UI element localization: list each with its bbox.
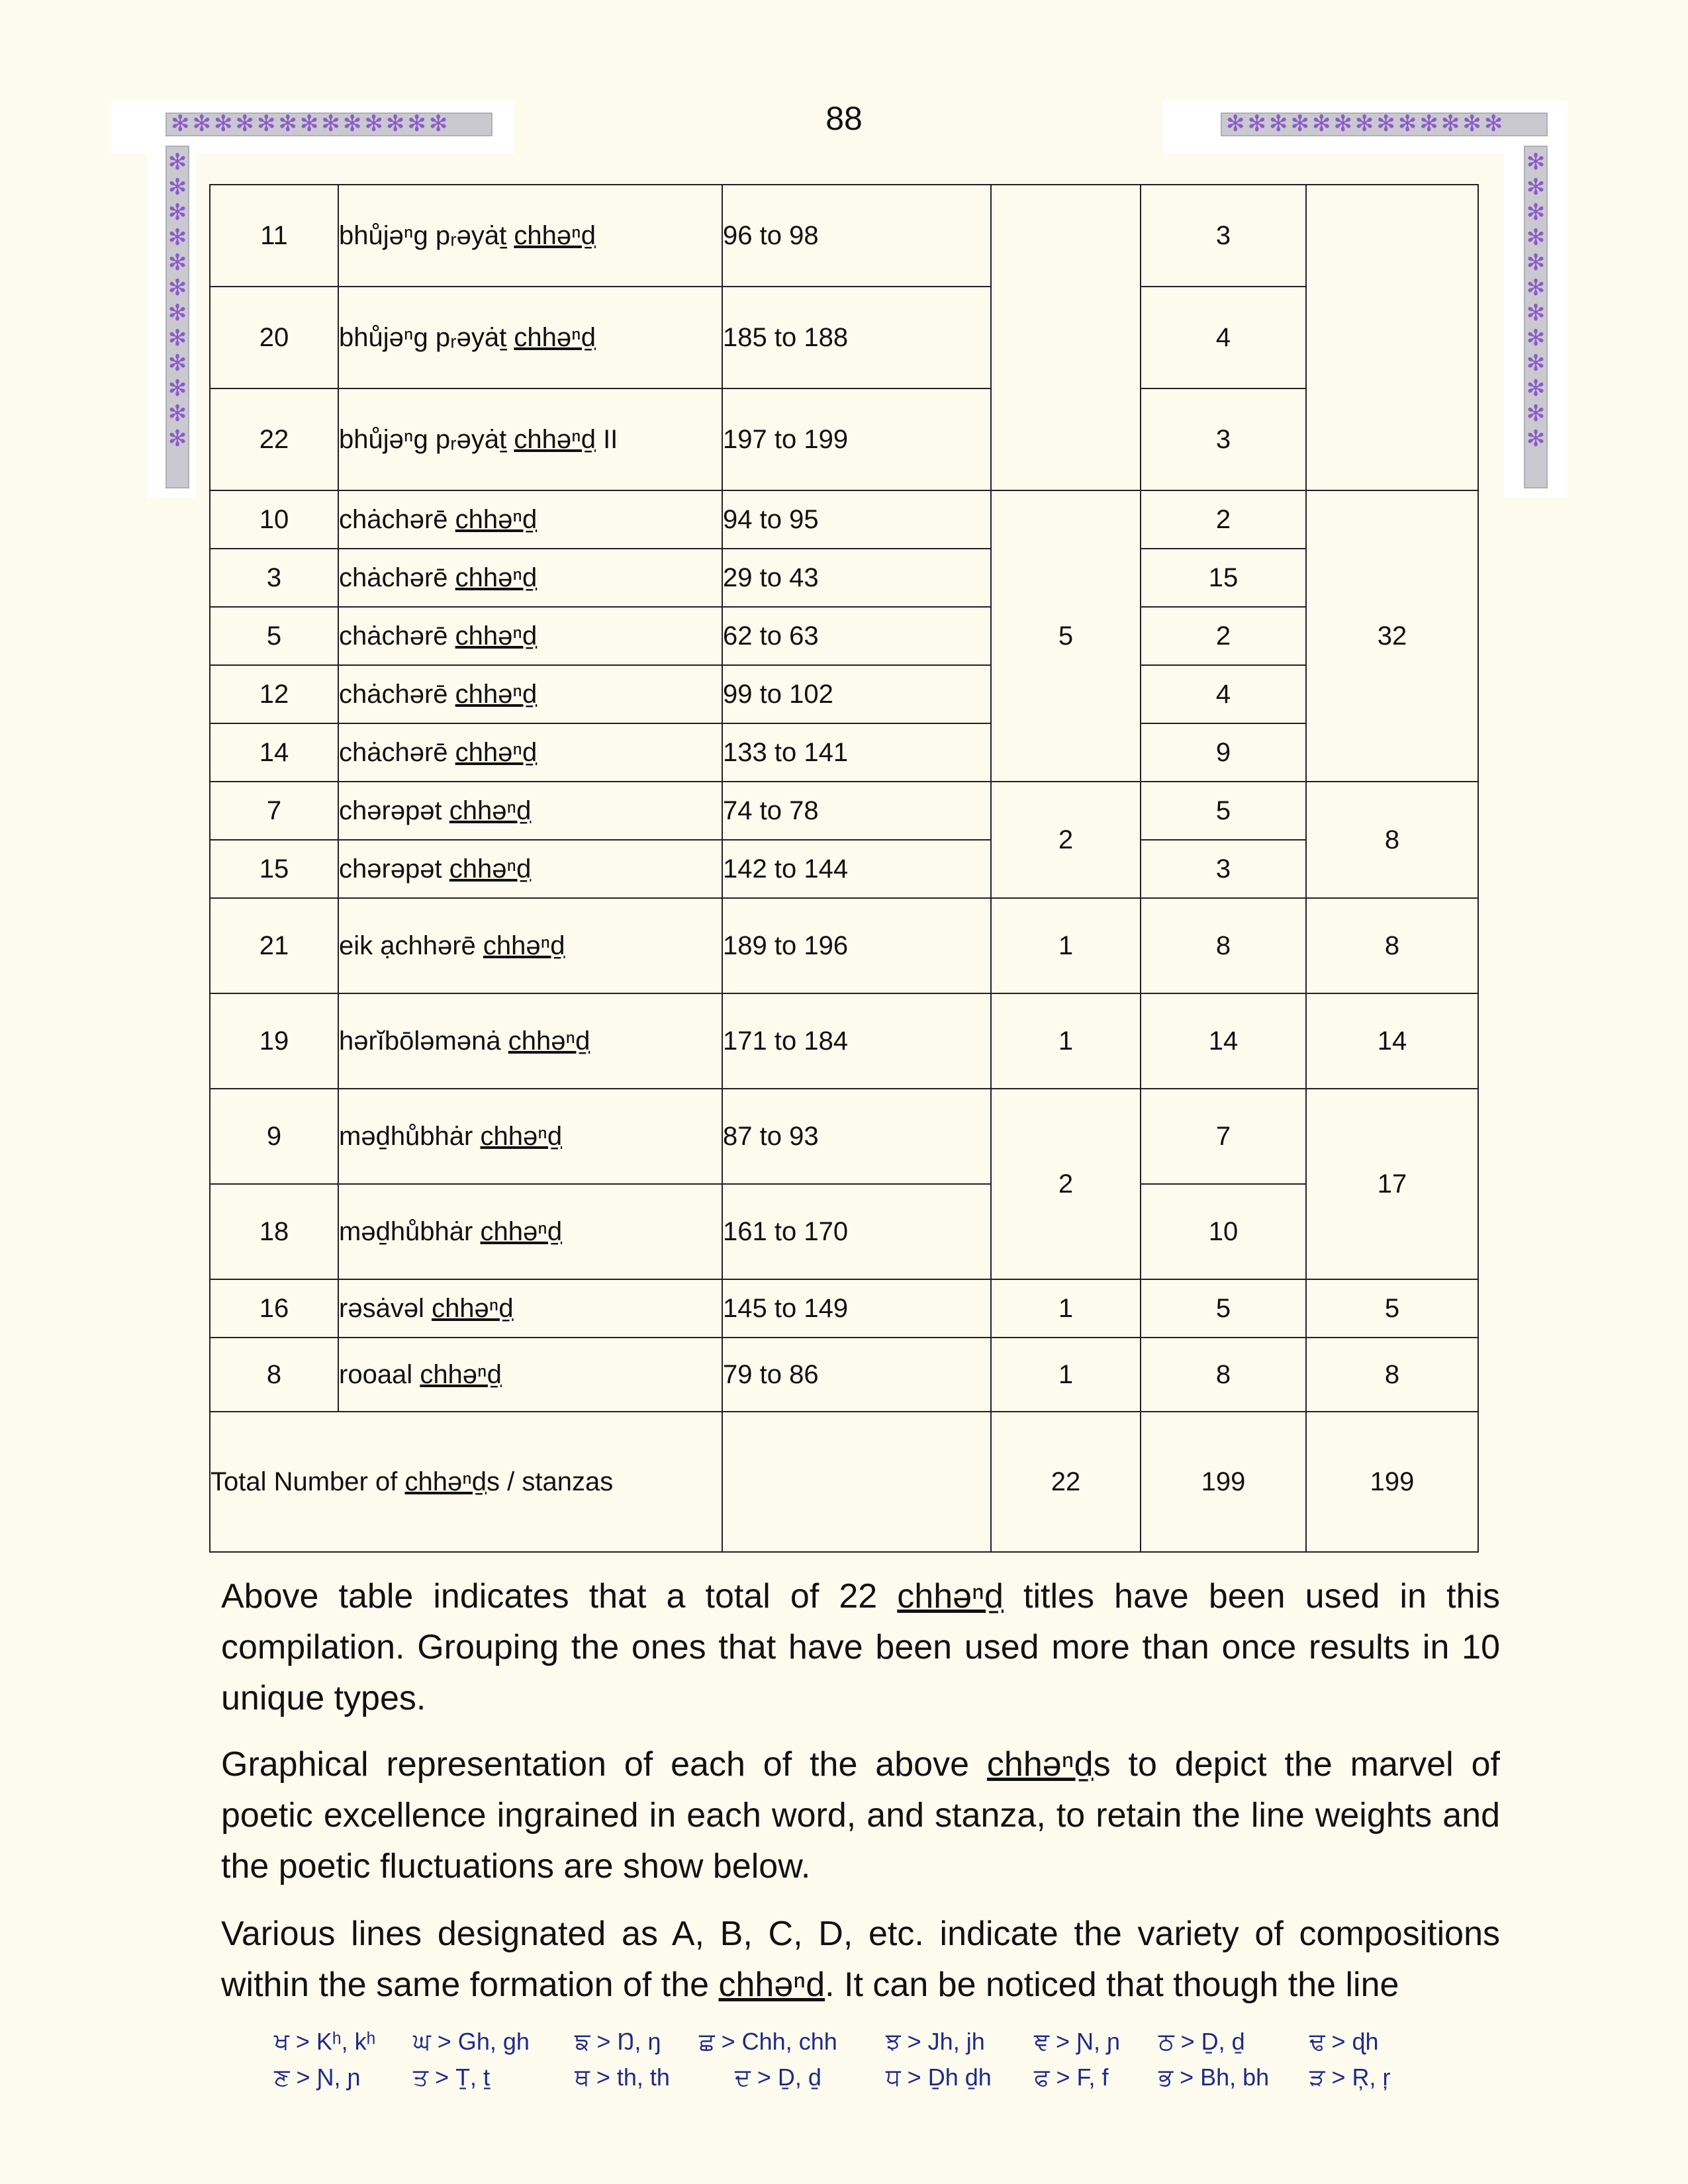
legend-item: ਦ > Ḏ, ḏ xyxy=(735,2064,821,2091)
row-number: 3 xyxy=(210,549,338,607)
table-row xyxy=(210,782,1478,840)
types-count: 2 xyxy=(991,1089,1141,1279)
legend-item: ਥ > th, th xyxy=(575,2064,670,2091)
types-count: 5 xyxy=(991,490,1141,782)
group-total: 14 xyxy=(1306,993,1478,1089)
legend-item: ਝ > Jh, jh xyxy=(886,2028,985,2055)
table-row xyxy=(210,665,1478,723)
legend-item: ਣ > Ɲ, ɲ xyxy=(274,2064,361,2091)
stanza-range: 87 to 93 xyxy=(722,1089,991,1184)
table-row xyxy=(210,723,1478,782)
table-row xyxy=(210,1338,1478,1412)
table-row xyxy=(210,185,1478,287)
group-total: 32 xyxy=(1306,490,1478,782)
stanza-count: 9 xyxy=(1141,723,1306,782)
stanza-range: 94 to 95 xyxy=(722,490,991,549)
paragraph-3: Various lines designated as A, B, C, D, etc. indicate the variety of compositions within the same formation of the chhəⁿd. It can be noticed that though the line xyxy=(221,1915,1500,2004)
stanza-range: 142 to 144 xyxy=(722,840,991,898)
table-row xyxy=(210,490,1478,549)
chhand-name: eik ạchhərē chhəⁿḏ xyxy=(338,898,722,993)
row-number: 11 xyxy=(210,185,338,287)
ornament-strip-left: ✻✻✻✻✻✻✻✻✻✻✻✻ xyxy=(165,146,189,488)
row-number: 18 xyxy=(210,1184,338,1279)
stanza-range: 79 to 86 xyxy=(722,1338,991,1412)
chhand-name: məḏhůbhȧr chhəⁿḏ xyxy=(338,1184,722,1279)
stanza-count: 8 xyxy=(1141,1338,1306,1412)
stanza-count: 5 xyxy=(1141,782,1306,840)
stanza-count: 7 xyxy=(1141,1089,1306,1184)
row-number: 8 xyxy=(210,1338,338,1412)
stanza-range: 161 to 170 xyxy=(722,1184,991,1279)
group-total: 8 xyxy=(1306,1338,1478,1412)
stanza-count: 2 xyxy=(1141,607,1306,665)
chhand-name: rəsȧvəl chhəⁿḏ xyxy=(338,1279,722,1338)
total-label: Total Number of chhəⁿḏs / stanzas xyxy=(210,1412,722,1552)
row-number: 16 xyxy=(210,1279,338,1338)
stanza-count: 3 xyxy=(1141,185,1306,287)
legend-item: ਠ > Ḏ, ḏ xyxy=(1158,2028,1245,2055)
stanza-range: 29 to 43 xyxy=(722,549,991,607)
total-types: 22 xyxy=(991,1412,1141,1552)
stanza-count: 5 xyxy=(1141,1279,1306,1338)
table-row xyxy=(210,840,1478,898)
stanza-range: 145 to 149 xyxy=(722,1279,991,1338)
chhand-name: bhůjəⁿg pᵣəyȧṯ chhəⁿḏ II xyxy=(338,388,722,490)
table-row xyxy=(210,607,1478,665)
row-number: 19 xyxy=(210,993,338,1089)
stanza-range: 99 to 102 xyxy=(722,665,991,723)
chhand-name: chȧchərē chhəⁿḏ xyxy=(338,665,722,723)
types-cell-empty xyxy=(991,185,1141,490)
chhand-name: hərĭbōləmənȧ chhəⁿḏ xyxy=(338,993,722,1089)
table-row xyxy=(210,898,1478,993)
total-row xyxy=(210,1412,1478,1552)
types-count: 1 xyxy=(991,993,1141,1089)
stanza-range: 74 to 78 xyxy=(722,782,991,840)
table-row xyxy=(210,993,1478,1089)
chhand-name: rooaal chhəⁿḏ xyxy=(338,1338,722,1412)
ornament-strip-right: ✻✻✻✻✻✻✻✻✻✻✻✻ xyxy=(1524,146,1548,488)
types-count: 1 xyxy=(991,898,1141,993)
table-row xyxy=(210,1279,1478,1338)
group-total: 8 xyxy=(1306,898,1478,993)
legend-item: ਭ > Bh, bh xyxy=(1158,2064,1270,2091)
stanza-range: 185 to 188 xyxy=(722,287,991,388)
chhand-name: chȧchərē chhəⁿḏ xyxy=(338,490,722,549)
legend-item: ਞ > Ɲ, ɲ xyxy=(1034,2028,1121,2055)
total-sum: 199 xyxy=(1306,1412,1478,1552)
legend-item: ਢ > ɖh xyxy=(1309,2028,1379,2055)
row-number: 14 xyxy=(210,723,338,782)
group-total-empty xyxy=(1306,185,1478,490)
row-number: 21 xyxy=(210,898,338,993)
row-number: 20 xyxy=(210,287,338,388)
chhand-name: bhůjəⁿg pᵣəyȧṯ chhəⁿḏ xyxy=(338,185,722,287)
row-number: 15 xyxy=(210,840,338,898)
table-row xyxy=(210,287,1478,388)
legend-item: ਤ > Ṯ, ṯ xyxy=(413,2064,491,2091)
stanza-range: 171 to 184 xyxy=(722,993,991,1089)
chhand-name: chȧchərē chhəⁿḏ xyxy=(338,607,722,665)
legend-item: ਫ > F, f xyxy=(1034,2064,1109,2091)
legend-item: ਙ > Ŋ, ŋ xyxy=(575,2028,661,2055)
chhand-name: chərəpət chhəⁿḏ xyxy=(338,782,722,840)
table-row xyxy=(210,1089,1478,1184)
types-count: 2 xyxy=(991,782,1141,898)
paragraph-2: Graphical representation of each of the above chhəⁿḏs to depict the marvel of poetic excellence ingrained in each word, and stanza, to retain the line weights and the poetic fluctuations are show below. xyxy=(221,1745,1500,1886)
stanza-range: 96 to 98 xyxy=(722,185,991,287)
stanza-range: 189 to 196 xyxy=(722,898,991,993)
chhand-name: məḏhůbhȧr chhəⁿḏ xyxy=(338,1089,722,1184)
stanza-count: 2 xyxy=(1141,490,1306,549)
stanza-count: 4 xyxy=(1141,287,1306,388)
group-total: 5 xyxy=(1306,1279,1478,1338)
row-number: 9 xyxy=(210,1089,338,1184)
legend-item: ਘ > Gh, gh xyxy=(413,2028,530,2055)
types-count: 1 xyxy=(991,1279,1141,1338)
stanza-count: 3 xyxy=(1141,840,1306,898)
legend-item: ਖ > Kʰ, kʰ xyxy=(274,2028,376,2055)
group-total: 17 xyxy=(1306,1089,1478,1279)
stanza-range: 62 to 63 xyxy=(722,607,991,665)
legend-item: ੜ > Ŗ, ŗ xyxy=(1309,2064,1391,2091)
row-number: 22 xyxy=(210,388,338,490)
legend-item: ਧ > Ḏh ḏh xyxy=(886,2064,992,2091)
types-count: 1 xyxy=(991,1338,1141,1412)
chhand-name: chȧchərē chhəⁿḏ xyxy=(338,723,722,782)
ornament-strip-top-right: ✻✻✻✻✻✻✻✻✻✻✻✻✻ xyxy=(1221,113,1548,136)
row-number: 10 xyxy=(210,490,338,549)
table-row xyxy=(210,388,1478,490)
stanza-count: 3 xyxy=(1141,388,1306,490)
chhand-name: chȧchərē chhəⁿḏ xyxy=(338,549,722,607)
chhand-table xyxy=(209,184,1479,1553)
stanza-range: 133 to 141 xyxy=(722,723,991,782)
group-total: 8 xyxy=(1306,782,1478,898)
total-empty xyxy=(722,1412,991,1552)
stanza-count: 4 xyxy=(1141,665,1306,723)
total-count: 199 xyxy=(1141,1412,1306,1552)
row-number: 5 xyxy=(210,607,338,665)
chhand-name: chərəpət chhəⁿḏ xyxy=(338,840,722,898)
stanza-count: 10 xyxy=(1141,1184,1306,1279)
legend-item: ਛ > Chh, chh xyxy=(699,2028,837,2055)
stanza-count: 8 xyxy=(1141,898,1306,993)
page-number: 88 xyxy=(825,100,863,137)
stanza-count: 15 xyxy=(1141,549,1306,607)
table-row xyxy=(210,1184,1478,1279)
ornament-strip-top-left: ✻✻✻✻✻✻✻✻✻✻✻✻✻ xyxy=(165,113,492,136)
paragraph-1: Above table indicates that a total of 22 chhəⁿḏ titles have been used in this compilation. Grouping the ones that have been used more than once results in 10 unique types. xyxy=(221,1577,1500,1717)
table-row xyxy=(210,549,1478,607)
row-number: 7 xyxy=(210,782,338,840)
stanza-range: 197 to 199 xyxy=(722,388,991,490)
stanza-count: 14 xyxy=(1141,993,1306,1089)
chhand-name: bhůjəⁿg pᵣəyȧṯ chhəⁿḏ xyxy=(338,287,722,388)
row-number: 12 xyxy=(210,665,338,723)
